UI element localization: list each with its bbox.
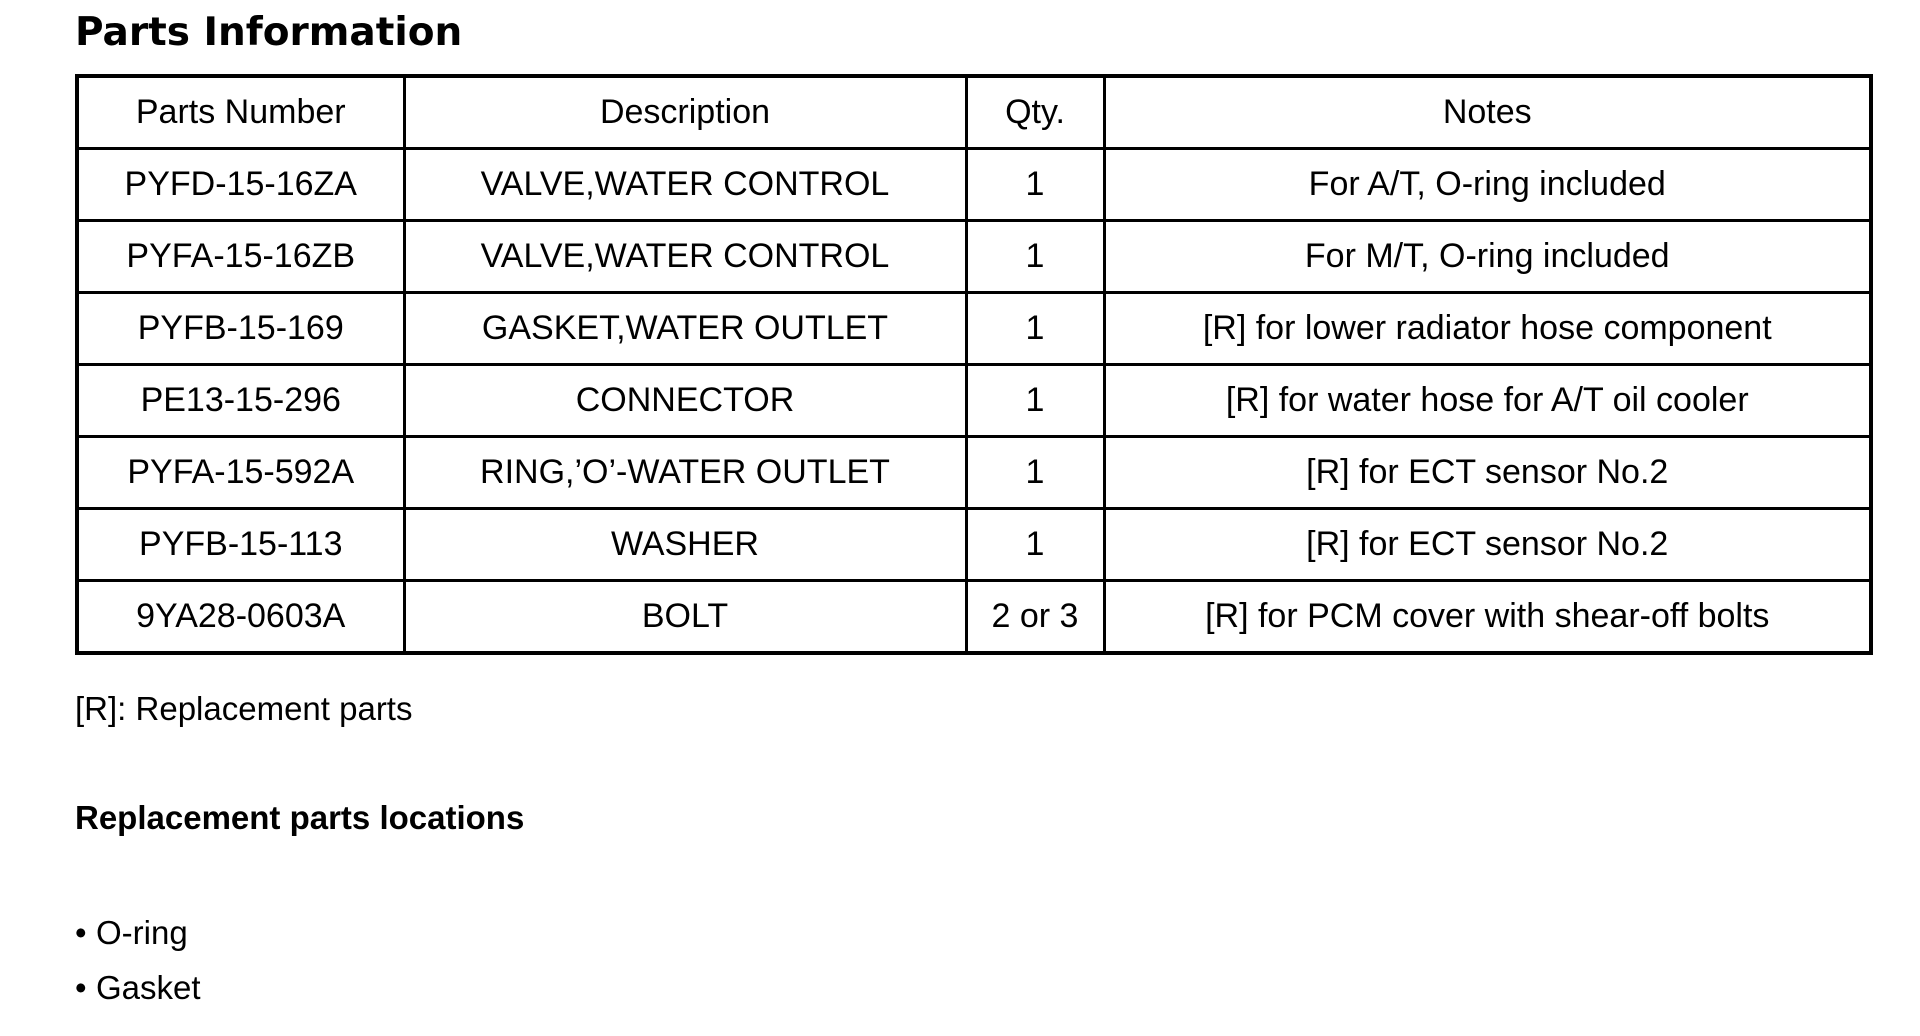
cell-description: BOLT	[404, 581, 966, 654]
cell-description: CONNECTOR	[404, 365, 966, 437]
locations-list	[75, 905, 201, 1015]
cell-parts-number: PYFA-15-16ZB	[77, 221, 404, 293]
table-row	[77, 365, 1871, 437]
cell-qty: 1	[966, 221, 1104, 293]
parts-table	[75, 74, 1873, 655]
section-heading: Replacement parts locations	[75, 799, 525, 836]
header-parts-number: Parts Number	[77, 76, 404, 149]
cell-notes: [R] for ECT sensor No.2	[1104, 437, 1871, 509]
table-row	[77, 581, 1871, 654]
list-item	[75, 905, 201, 960]
cell-parts-number: PYFB-15-113	[77, 509, 404, 581]
cell-qty: 1	[966, 509, 1104, 581]
cell-parts-number: PYFA-15-592A	[77, 437, 404, 509]
table-row	[77, 149, 1871, 221]
table-row	[77, 509, 1871, 581]
list-item-label: Gasket	[96, 969, 201, 1006]
header-notes: Notes	[1104, 76, 1871, 149]
list-item-label: O-ring	[96, 914, 188, 951]
cell-description: VALVE,WATER CONTROL	[404, 149, 966, 221]
cell-qty: 1	[966, 365, 1104, 437]
cell-description: VALVE,WATER CONTROL	[404, 221, 966, 293]
cell-parts-number: 9YA28-0603A	[77, 581, 404, 654]
table-row	[77, 437, 1871, 509]
cell-parts-number: PYFD-15-16ZA	[77, 149, 404, 221]
cell-description: GASKET,WATER OUTLET	[404, 293, 966, 365]
bullet-icon: •	[75, 969, 87, 1006]
bullet-icon: •	[75, 914, 87, 951]
cell-qty: 1	[966, 149, 1104, 221]
replacement-legend: [R]: Replacement parts	[75, 690, 413, 727]
cell-notes: [R] for water hose for A/T oil cooler	[1104, 365, 1871, 437]
table-row	[77, 293, 1871, 365]
table-header-row	[77, 76, 1871, 149]
cell-notes: For A/T, O-ring included	[1104, 149, 1871, 221]
cell-parts-number: PYFB-15-169	[77, 293, 404, 365]
page-title: Parts Information	[75, 10, 463, 55]
cell-notes: [R] for lower radiator hose component	[1104, 293, 1871, 365]
cell-description: WASHER	[404, 509, 966, 581]
header-qty: Qty.	[966, 76, 1104, 149]
list-item	[75, 960, 201, 1015]
table-row	[77, 221, 1871, 293]
cell-description: RING,’O’-WATER OUTLET	[404, 437, 966, 509]
cell-qty: 2 or 3	[966, 581, 1104, 654]
header-description: Description	[404, 76, 966, 149]
cell-notes: [R] for PCM cover with shear-off bolts	[1104, 581, 1871, 654]
cell-parts-number: PE13-15-296	[77, 365, 404, 437]
cell-qty: 1	[966, 293, 1104, 365]
cell-qty: 1	[966, 437, 1104, 509]
cell-notes: [R] for ECT sensor No.2	[1104, 509, 1871, 581]
cell-notes: For M/T, O-ring included	[1104, 221, 1871, 293]
